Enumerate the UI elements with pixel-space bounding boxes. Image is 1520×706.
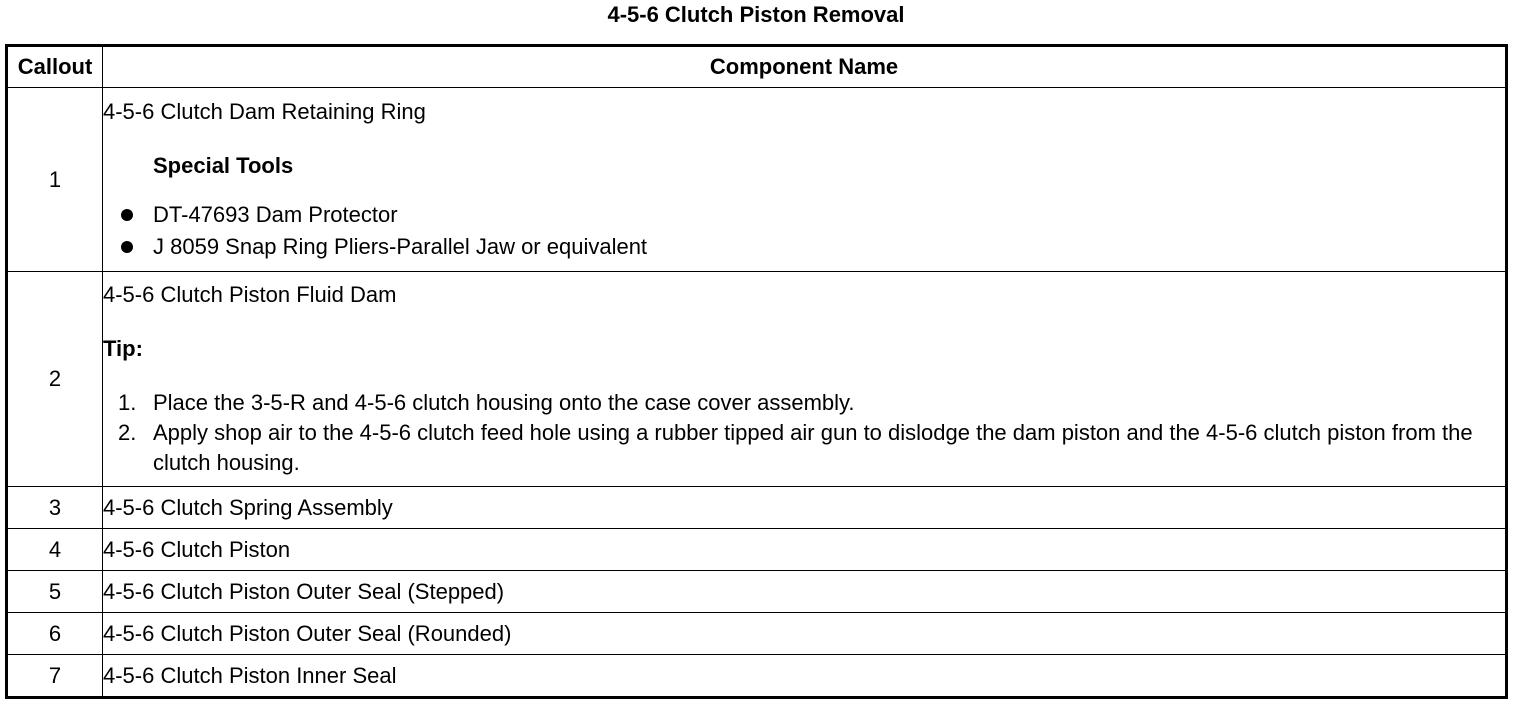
component-name: 4-5-6 Clutch Piston Outer Seal (Stepped) [103,571,1507,613]
page-title: 4-5-6 Clutch Piston Removal [607,2,905,27]
tip-heading: Tip: [103,336,143,361]
table-row [7,613,1507,655]
callout-number: 3 [7,487,103,529]
component-name: 4-5-6 Clutch Piston Outer Seal (Rounded) [103,613,1507,655]
table-row [7,88,1507,272]
table-row [7,571,1507,613]
table-row [7,655,1507,698]
table-row [7,272,1507,487]
component-name: 4-5-6 Clutch Spring Assembly [103,487,1507,529]
list-item [103,199,1505,231]
callout-number: 5 [7,571,103,613]
special-tools-list [103,199,1505,263]
callout-number: 6 [7,613,103,655]
components-table [5,44,1508,699]
bullet-icon [121,209,133,221]
callout-column-header: Callout [7,46,103,88]
step-text: Place the 3-5-R and 4-5-6 clutch housing onto the case cover assembly. [153,390,855,415]
component-name: 4-5-6 Clutch Piston [103,529,1507,571]
callout-number: 1 [7,88,103,272]
step-text: Apply shop air to the 4-5-6 clutch feed hole using a rubber tipped air gun to dislodge the dam piston and the 4-5-6 clutch piston from the clutch housing. [153,420,1473,475]
list-item [103,388,1505,418]
component-cell [103,88,1507,272]
callout-number: 4 [7,529,103,571]
component-name: 4-5-6 Clutch Piston Fluid Dam [103,282,397,307]
step-number: 2. [118,420,137,445]
tip-steps-list [103,388,1505,478]
table-header-row [7,46,1507,88]
bullet-icon [121,241,133,253]
tool-label: J 8059 Snap Ring Pliers-Parallel Jaw or equivalent [153,233,648,259]
callout-number: 7 [7,655,103,698]
table-row [7,487,1507,529]
callout-number: 2 [7,272,103,487]
special-tools-heading: Special Tools [153,152,294,178]
component-name: 4-5-6 Clutch Piston Inner Seal [103,655,1507,698]
component-name: 4-5-6 Clutch Dam Retaining Ring [103,98,426,124]
table-row [7,529,1507,571]
tool-label: DT-47693 Dam Protector [153,201,398,227]
list-item [103,231,1505,263]
component-cell [103,272,1507,487]
step-number: 1. [118,390,137,415]
component-name-column-header: Component Name [103,46,1507,88]
list-item [103,418,1505,478]
